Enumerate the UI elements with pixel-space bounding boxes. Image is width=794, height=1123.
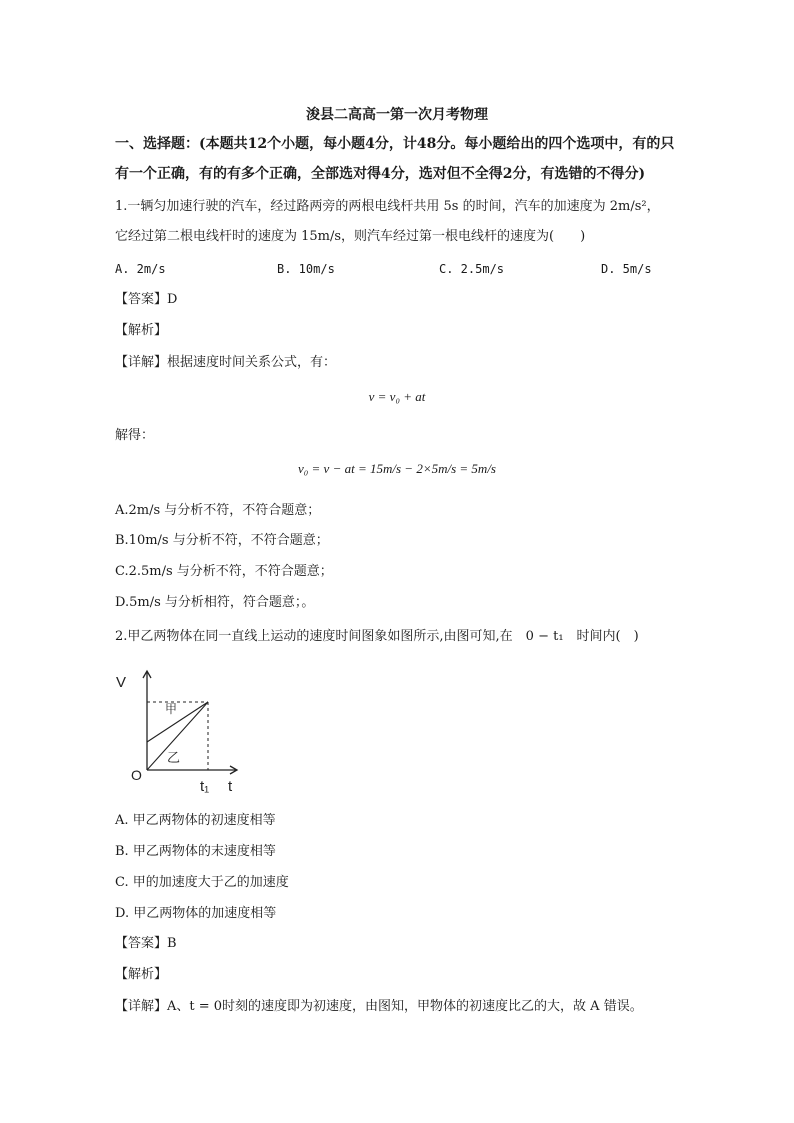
q1-analysis-heading: 【解析】 bbox=[115, 323, 168, 338]
t-axis-label: t bbox=[228, 778, 233, 795]
q1-option-a: A. 2m/s bbox=[115, 262, 166, 276]
q2-option-b: B. 甲乙两物体的末速度相等 bbox=[115, 844, 276, 859]
yi-label: 乙 bbox=[167, 750, 181, 765]
q1-option-c: C. 2.5m/s bbox=[439, 262, 505, 276]
q1-option-b: B. 10m/s bbox=[277, 262, 335, 276]
q1-formula-1: v = v₀ + at bbox=[368, 389, 426, 404]
q1-answer: 【答案】D bbox=[115, 292, 178, 307]
page-title: 浚县二高高一第一次月考物理 bbox=[306, 107, 488, 123]
q1-solve-label: 解得： bbox=[115, 428, 155, 443]
q1-detail: 【详解】根据速度时间关系公式，有： bbox=[115, 355, 337, 370]
t1-label: t₁ bbox=[200, 778, 210, 795]
q1-stem-line-1: 1.一辆匀加速行驶的汽车，经过路两旁的两根电线杆共用 5s 的时间，汽车的加速度为 2m/s²， bbox=[115, 199, 660, 214]
jia-label: 甲 bbox=[165, 702, 178, 716]
q2-option-c: C. 甲的加速度大于乙的加速度 bbox=[115, 875, 289, 890]
q1-note-a: A.2m/s 与分析不符，不符合题意； bbox=[115, 503, 321, 518]
q2-option-d: D. 甲乙两物体的加速度相等 bbox=[115, 906, 277, 921]
q1-formula-2: v₀ = v − at = 15m/s − 2×5m/s = 5m/s bbox=[298, 461, 496, 476]
q1-option-d: D. 5m/s bbox=[601, 262, 652, 276]
section-instructions-line-1: 一、选择题：(本题共12个小题，每小题4分，计48分。每小题给出的四个选项中，有的只 bbox=[115, 136, 675, 152]
q1-stem-line-2: 它经过第二根电线杆时的速度为 15m/s，则汽车经过第一根电线杆的速度为( ) bbox=[115, 229, 586, 244]
v-axis-label: V bbox=[116, 674, 127, 691]
q2-analysis-heading: 【解析】 bbox=[115, 967, 168, 982]
q1-note-c: C.2.5m/s 与分析不符，不符合题意； bbox=[115, 564, 333, 579]
q1-note-b: B.10m/s 与分析不符，不符合题意； bbox=[115, 533, 329, 548]
q2-answer: 【答案】B bbox=[115, 936, 177, 951]
origin-label: O bbox=[131, 767, 142, 783]
q2-option-a: A. 甲乙两物体的初速度相等 bbox=[115, 813, 276, 828]
q2-detail: 【详解】A、t = 0时刻的速度即为初速度，由图知，甲物体的初速度比乙的大，故 A 错误。 bbox=[115, 999, 643, 1014]
q1-note-d: D.5m/s 与分析相符，符合题意；。 bbox=[115, 595, 315, 610]
section-instructions-line-2: 有一个正确，有的有多个正确，全部选对得4分，选对但不全得2分，有选错的不得分) bbox=[115, 166, 646, 182]
q2-stem: 2.甲乙两物体在同一直线上运动的速度时间图象如图所示,由图可知,在 0 − t₁ 时间内( ) bbox=[115, 629, 639, 644]
q2-velocity-time-graph bbox=[112, 668, 252, 798]
